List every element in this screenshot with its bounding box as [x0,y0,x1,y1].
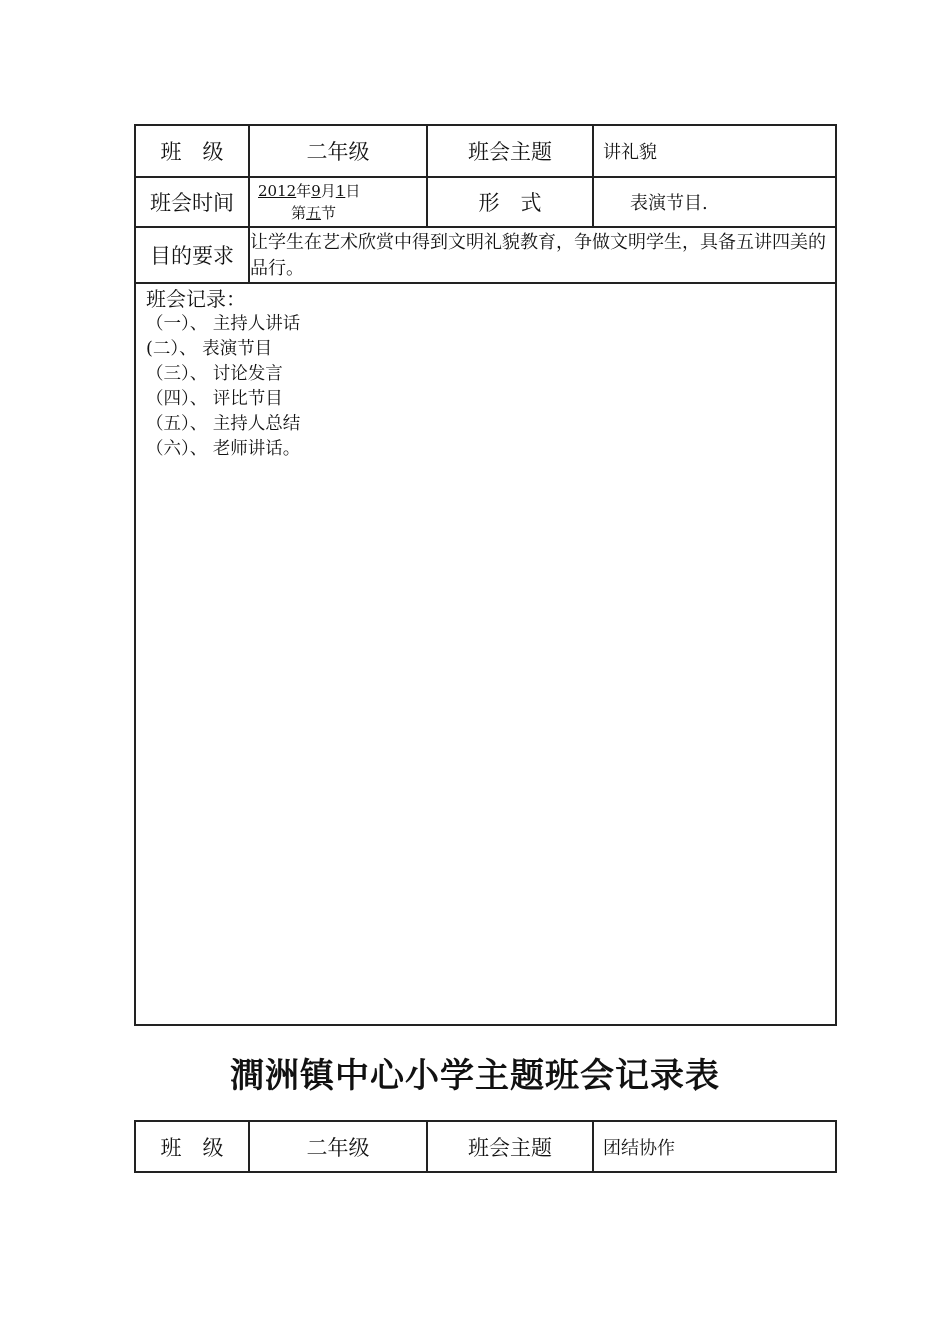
purpose-label: 目的要求 [135,227,249,283]
class-label-2: 班 级 [135,1121,249,1172]
class-label: 班 级 [135,125,249,177]
row-purpose [135,227,836,283]
form-label: 形 式 [427,177,593,227]
page-heading: 澗洲镇中心小学主题班会记录表 [230,1056,720,1096]
record-item: （一）、 主持人讲话 [146,314,301,334]
row-time-form [135,177,836,227]
theme-value: 讲礼貌 [593,125,836,177]
record-item: （四）、 评比节目 [146,389,283,409]
time-period-prefix: 第 [291,204,307,222]
record-title: 班会记录： [146,287,246,311]
record-item: （三）、 讨论发言 [146,364,283,384]
time-period-line [258,202,426,224]
time-value [249,177,427,227]
time-label: 班会时间 [135,177,249,227]
time-period-suffix: 节 [321,204,337,222]
class-value-2: 二年级 [249,1121,427,1172]
record-item: (二）、 表演节目 [146,339,273,359]
time-month-suffix: 月 [320,182,336,200]
class-value: 二年级 [249,125,427,177]
time-year-suffix: 年 [296,182,312,200]
record-cell [135,283,836,1025]
time-month: 9 [311,182,321,200]
record-table-1 [134,124,837,1026]
time-period: 五 [306,204,322,222]
purpose-value: 让学生在艺术欣赏中得到文明礼貌教育，争做文明学生，具备五讲四美的品行。 [249,227,836,283]
theme-label: 班会主题 [427,125,593,177]
record-table-2 [134,1120,837,1173]
theme-value-2: 团结协作 [593,1121,836,1172]
theme-label-2: 班会主题 [427,1121,593,1172]
time-day-suffix: 日 [345,182,361,200]
time-year: 2012 [258,182,297,200]
row-class-theme-2 [135,1121,836,1172]
form-value: 表演节目. [593,177,836,227]
row-record [135,283,836,1025]
row-class-theme [135,125,836,177]
time-date [258,180,426,202]
record-item: （五）、 主持人总结 [146,414,301,434]
time-day: 1 [335,182,346,200]
record-item: （六）、 老师讲话。 [146,439,301,459]
